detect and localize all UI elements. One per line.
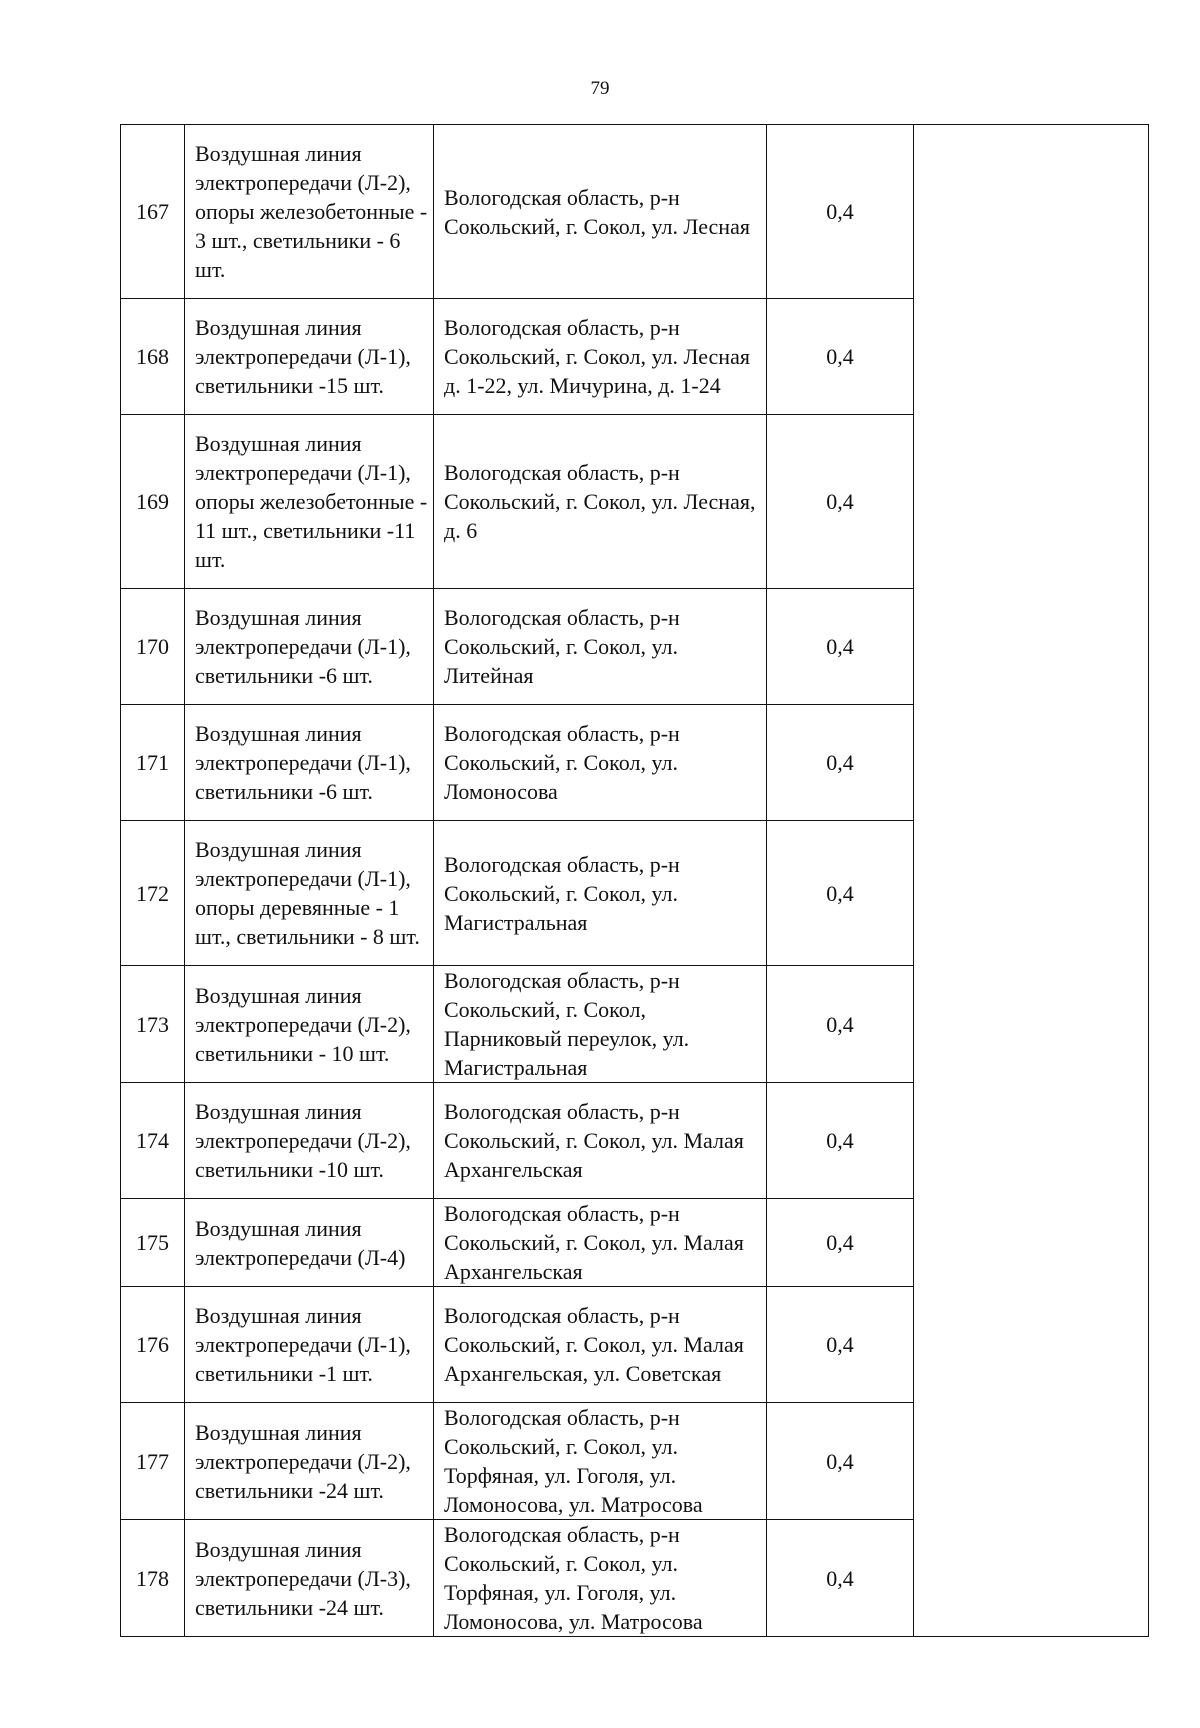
row-number: 178	[121, 1520, 185, 1637]
object-voltage: 0,4	[767, 125, 914, 299]
object-name: Воздушная линия электропередачи (Л-1), светильники -6 шт.	[185, 589, 434, 705]
row-number: 171	[121, 705, 185, 821]
object-name: Воздушная линия электропередачи (Л-2), светильники - 10 шт.	[185, 966, 434, 1083]
object-address: Вологодская область, р-н Сокольский, г. Сокол, ул. Малая Архангельская, ул. Советская	[434, 1287, 767, 1403]
row-number: 170	[121, 589, 185, 705]
page-number: 79	[590, 78, 610, 99]
object-voltage: 0,4	[767, 1287, 914, 1403]
object-name: Воздушная линия электропередачи (Л-4)	[185, 1199, 434, 1287]
object-address: Вологодская область, р-н Сокольский, г. Сокол, ул. Лесная д. 1-22, ул. Мичурина, д. 1-24	[434, 299, 767, 415]
object-address: Вологодская область, р-н Сокольский, г. Сокол, ул. Малая Архангельская	[434, 1199, 767, 1287]
object-name: Воздушная линия электропередачи (Л-1), опоры деревянные - 1 шт., светильники - 8 шт.	[185, 821, 434, 966]
row-number: 168	[121, 299, 185, 415]
row-number: 175	[121, 1199, 185, 1287]
object-name: Воздушная линия электропередачи (Л-2), светильники -24 шт.	[185, 1403, 434, 1520]
object-address: Вологодская область, р-н Сокольский, г. Сокол, Парниковый переулок, ул. Магистральная	[434, 966, 767, 1083]
object-voltage: 0,4	[767, 1403, 914, 1520]
object-address: Вологодская область, р-н Сокольский, г. Сокол, ул. Литейная	[434, 589, 767, 705]
object-voltage: 0,4	[767, 966, 914, 1083]
object-name: Воздушная линия электропередачи (Л-1), светильники -6 шт.	[185, 705, 434, 821]
object-voltage: 0,4	[767, 299, 914, 415]
object-address: Вологодская область, р-н Сокольский, г. Сокол, ул. Малая Архангельская	[434, 1083, 767, 1199]
object-address: Вологодская область, р-н Сокольский, г. Сокол, ул. Лесная, д. 6	[434, 415, 767, 589]
object-name: Воздушная линия электропередачи (Л-1), светильники -1 шт.	[185, 1287, 434, 1403]
row-number: 169	[121, 415, 185, 589]
object-voltage: 0,4	[767, 1520, 914, 1637]
row-number: 167	[121, 125, 185, 299]
object-voltage: 0,4	[767, 821, 914, 966]
object-address: Вологодская область, р-н Сокольский, г. Сокол, ул. Магистральная	[434, 821, 767, 966]
empty-column	[914, 125, 1149, 1637]
property-table	[120, 124, 1149, 1637]
object-voltage: 0,4	[767, 1199, 914, 1287]
object-address: Вологодская область, р-н Сокольский, г. Сокол, ул. Лесная	[434, 125, 767, 299]
object-address: Вологодская область, р-н Сокольский, г. Сокол, ул. Ломоносова	[434, 705, 767, 821]
table-row	[121, 125, 1149, 299]
object-name: Воздушная линия электропередачи (Л-2), опоры железобетонные - 3 шт., светильники - 6 шт.	[185, 125, 434, 299]
row-number: 173	[121, 966, 185, 1083]
row-number: 176	[121, 1287, 185, 1403]
row-number: 177	[121, 1403, 185, 1520]
row-number: 172	[121, 821, 185, 966]
object-name: Воздушная линия электропередачи (Л-1), светильники -15 шт.	[185, 299, 434, 415]
object-name: Воздушная линия электропередачи (Л-3), светильники -24 шт.	[185, 1520, 434, 1637]
object-name: Воздушная линия электропередачи (Л-1), опоры железобетонные - 11 шт., светильники -11 шт.	[185, 415, 434, 589]
object-voltage: 0,4	[767, 415, 914, 589]
object-address: Вологодская область, р-н Сокольский, г. Сокол, ул. Торфяная, ул. Гоголя, ул. Ломоносова, ул. Матросова	[434, 1403, 767, 1520]
object-name: Воздушная линия электропередачи (Л-2), светильники -10 шт.	[185, 1083, 434, 1199]
object-voltage: 0,4	[767, 705, 914, 821]
object-address: Вологодская область, р-н Сокольский, г. Сокол, ул. Торфяная, ул. Гоголя, ул. Ломоносова, ул. Матросова	[434, 1520, 767, 1637]
object-voltage: 0,4	[767, 1083, 914, 1199]
row-number: 174	[121, 1083, 185, 1199]
object-voltage: 0,4	[767, 589, 914, 705]
